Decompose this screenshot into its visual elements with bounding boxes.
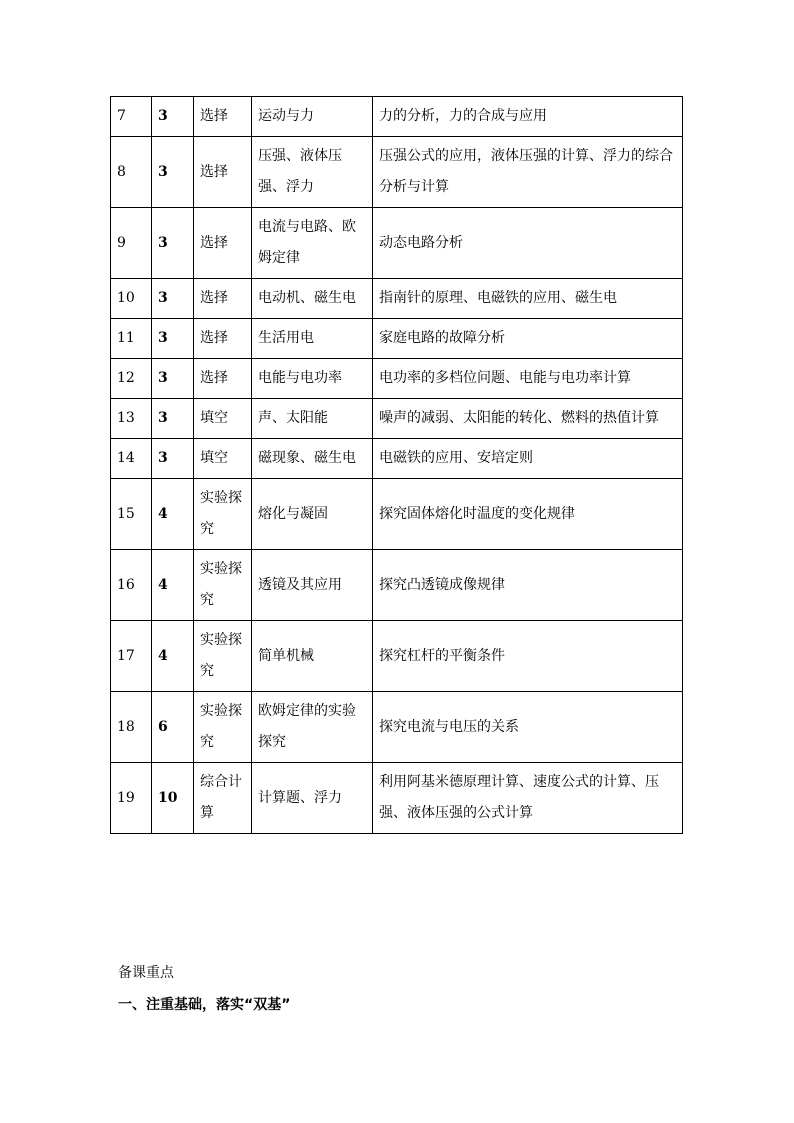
topic-cell: 运动与力 — [252, 97, 373, 137]
table-row — [111, 279, 683, 319]
score-cell: 4 — [152, 621, 194, 692]
question-type-cell: 实验探究 — [194, 550, 252, 621]
question-number-cell: 8 — [111, 137, 152, 208]
table-body — [111, 97, 683, 834]
question-type-cell: 选择 — [194, 279, 252, 319]
table-row — [111, 479, 683, 550]
table-row — [111, 439, 683, 479]
section-one-heading: 一、注重基础，落实“双基” — [118, 997, 291, 1013]
question-type-cell: 选择 — [194, 137, 252, 208]
table-row — [111, 208, 683, 279]
question-number-cell: 19 — [111, 763, 152, 834]
knowledge-point-cell: 电功率的多档位问题、电能与电功率计算 — [373, 359, 683, 399]
question-number-cell: 17 — [111, 621, 152, 692]
table-row — [111, 621, 683, 692]
knowledge-point-cell: 噪声的减弱、太阳能的转化、燃料的热值计算 — [373, 399, 683, 439]
table-row — [111, 399, 683, 439]
question-type-cell: 选择 — [194, 319, 252, 359]
topic-cell: 熔化与凝固 — [252, 479, 373, 550]
knowledge-point-cell: 探究固体熔化时温度的变化规律 — [373, 479, 683, 550]
score-cell: 10 — [152, 763, 194, 834]
topic-cell: 简单机械 — [252, 621, 373, 692]
knowledge-point-cell: 压强公式的应用，液体压强的计算、浮力的综合分析与计算 — [373, 137, 683, 208]
exam-analysis-table — [110, 96, 683, 834]
question-number-cell: 11 — [111, 319, 152, 359]
topic-cell: 压强、液体压强、浮力 — [252, 137, 373, 208]
topic-cell: 电能与电功率 — [252, 359, 373, 399]
prep-focus-heading: 备课重点 — [118, 965, 174, 981]
question-number-cell: 18 — [111, 692, 152, 763]
score-cell: 3 — [152, 439, 194, 479]
question-type-cell: 实验探究 — [194, 621, 252, 692]
topic-cell: 磁现象、磁生电 — [252, 439, 373, 479]
question-type-cell: 选择 — [194, 97, 252, 137]
topic-cell: 透镜及其应用 — [252, 550, 373, 621]
question-number-cell: 9 — [111, 208, 152, 279]
question-number-cell: 16 — [111, 550, 152, 621]
topic-cell: 声、太阳能 — [252, 399, 373, 439]
question-number-cell: 14 — [111, 439, 152, 479]
topic-cell: 生活用电 — [252, 319, 373, 359]
question-type-cell: 实验探究 — [194, 479, 252, 550]
knowledge-point-cell: 动态电路分析 — [373, 208, 683, 279]
score-cell: 3 — [152, 279, 194, 319]
table-row — [111, 137, 683, 208]
question-number-cell: 13 — [111, 399, 152, 439]
knowledge-point-cell: 利用阿基米德原理计算、速度公式的计算、压强、液体压强的公式计算 — [373, 763, 683, 834]
knowledge-point-cell: 探究电流与电压的关系 — [373, 692, 683, 763]
question-number-cell: 12 — [111, 359, 152, 399]
question-type-cell: 综合计算 — [194, 763, 252, 834]
question-type-cell: 选择 — [194, 208, 252, 279]
knowledge-point-cell: 电磁铁的应用、安培定则 — [373, 439, 683, 479]
topic-cell: 电动机、磁生电 — [252, 279, 373, 319]
score-cell: 3 — [152, 137, 194, 208]
score-cell: 4 — [152, 550, 194, 621]
table-row — [111, 763, 683, 834]
question-type-cell: 实验探究 — [194, 692, 252, 763]
score-cell: 3 — [152, 359, 194, 399]
score-cell: 3 — [152, 399, 194, 439]
table-row — [111, 692, 683, 763]
table-row — [111, 550, 683, 621]
score-cell: 6 — [152, 692, 194, 763]
table-row — [111, 359, 683, 399]
knowledge-point-cell: 探究凸透镜成像规律 — [373, 550, 683, 621]
question-number-cell: 10 — [111, 279, 152, 319]
question-number-cell: 15 — [111, 479, 152, 550]
topic-cell: 电流与电路、欧姆定律 — [252, 208, 373, 279]
topic-cell: 计算题、浮力 — [252, 763, 373, 834]
knowledge-point-cell: 指南针的原理、电磁铁的应用、磁生电 — [373, 279, 683, 319]
score-cell: 3 — [152, 208, 194, 279]
topic-cell: 欧姆定律的实验探究 — [252, 692, 373, 763]
question-type-cell: 选择 — [194, 359, 252, 399]
question-type-cell: 填空 — [194, 439, 252, 479]
question-type-cell: 填空 — [194, 399, 252, 439]
table-row — [111, 97, 683, 137]
table-row — [111, 319, 683, 359]
score-cell: 4 — [152, 479, 194, 550]
knowledge-point-cell: 力的分析，力的合成与应用 — [373, 97, 683, 137]
knowledge-point-cell: 家庭电路的故障分析 — [373, 319, 683, 359]
score-cell: 3 — [152, 319, 194, 359]
score-cell: 3 — [152, 97, 194, 137]
knowledge-point-cell: 探究杠杆的平衡条件 — [373, 621, 683, 692]
question-number-cell: 7 — [111, 97, 152, 137]
